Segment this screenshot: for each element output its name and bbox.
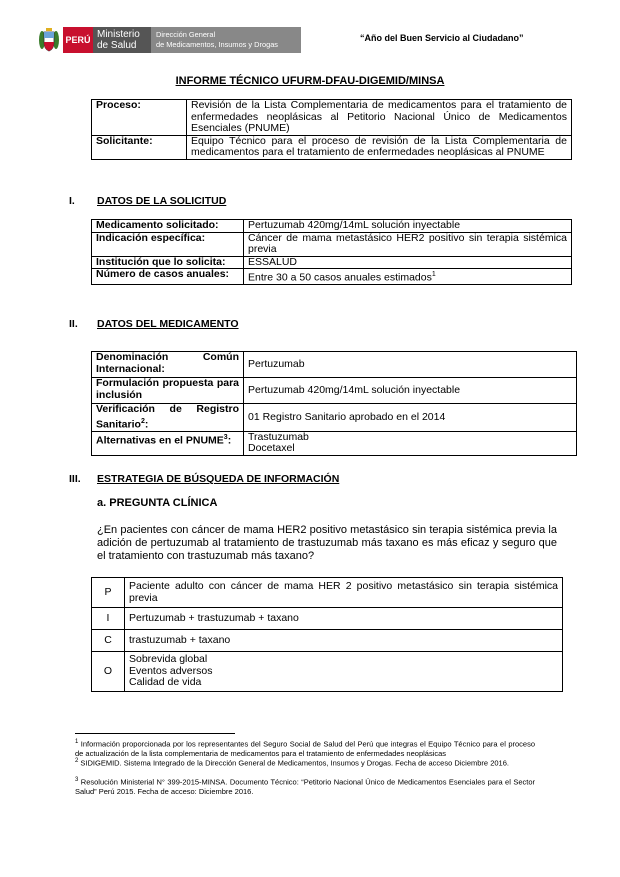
- formulacion-label: Formulación propuesta para inclusión: [92, 378, 244, 404]
- formulacion-value: Pertuzumab 420mg/14mL solución inyectable: [244, 378, 577, 404]
- clinical-question-heading: a. PREGUNTA CLÍNICA: [97, 497, 218, 509]
- registro-label: Verificación de Registro Sanitario$^2$:: [92, 404, 244, 432]
- logo-ministry: Ministerio de Salud: [93, 27, 151, 53]
- footnote-2: $^2$ SIDIGEMID. Sistema Integrado de la Dirección General de Medicamentos, Insumos y Drogas. Fecha de acceso Diciembre 2016.: [75, 758, 509, 768]
- casos-label: Número de casos anuales:: [92, 269, 244, 285]
- medicamento-table: [91, 351, 577, 456]
- table-row: [92, 652, 563, 692]
- table-row: [92, 352, 577, 378]
- footnote-3: $^3$ Resolución Ministerial N° 399-2015-MINSA. Documento Técnico: “Petitorio Nacional Único de Medicamentos Esenciales para el Sector Salud” Perú 2015. Fecha de acceso: Diciembre 2016.: [75, 777, 535, 796]
- indicacion-label: Indicación específica:: [92, 232, 244, 256]
- institucion-value: ESSALUD: [244, 256, 572, 269]
- table-row: [92, 378, 577, 404]
- table-row: [92, 135, 572, 159]
- table-row: [92, 630, 563, 652]
- section-2-number: II.: [69, 318, 78, 330]
- pico-letter: P: [92, 578, 125, 608]
- intro-table: [91, 99, 572, 160]
- motto: “Año del Buen Servicio al Ciudadano”: [360, 33, 524, 43]
- table-row: [92, 431, 577, 455]
- proceso-label: Proceso:: [92, 100, 187, 136]
- section-3-title: ESTRATEGIA DE BÚSQUEDA DE INFORMACIÓN: [97, 473, 340, 485]
- table-row: [92, 256, 572, 269]
- table-row: [92, 578, 563, 608]
- proceso-value: Revisión de la Lista Complementaria de medicamentos para el tratamiento de enfermedades neoplásicas al Petitorio Nacional Único de Medicamentos Esenciales (PNUME): [187, 100, 572, 136]
- alternativas-value: Trastuzumab Docetaxel: [244, 431, 577, 455]
- pico-value: trastuzumab + taxano: [125, 630, 563, 652]
- section-2-title: DATOS DEL MEDICAMENTO: [97, 318, 239, 330]
- section-1-title: DATOS DE LA SOLICITUD: [97, 195, 227, 207]
- section-3-number: III.: [69, 473, 81, 485]
- logo-peru: PERÚ: [63, 27, 93, 53]
- table-row: [92, 404, 577, 432]
- table-row: [92, 232, 572, 256]
- table-row: [92, 269, 572, 285]
- clinical-question-text: ¿En pacientes con cáncer de mama HER2 positivo metastásico sin terapia sistémica previa la adición de pertuzumab al tratamiento de trastuzumab más taxano es más eficaz y seguro que el tratamiento con trastuzumab más taxano?: [97, 524, 557, 562]
- registro-value: 01 Registro Sanitario aprobado en el 2014: [244, 404, 577, 432]
- table-row: [92, 220, 572, 233]
- pico-letter: I: [92, 608, 125, 630]
- footnote-divider: [75, 733, 235, 734]
- pico-value: Sobrevida global Eventos adversos Calidad de vida: [125, 652, 563, 692]
- solicitante-label: Solicitante:: [92, 135, 187, 159]
- dci-value: Pertuzumab: [244, 352, 577, 378]
- ministry-logo: [38, 27, 301, 53]
- coat-of-arms-icon: [38, 27, 60, 53]
- solicitud-table: [91, 219, 572, 285]
- medicamento-value: Pertuzumab 420mg/14mL solución inyectable: [244, 220, 572, 233]
- solicitante-value: Equipo Técnico para el proceso de revisión de la Lista Complementaria de medicamentos para el tratamiento de enfermedades neoplásicas al PNUME: [187, 135, 572, 159]
- alternativas-label: Alternativas en el PNUME$^3$:: [92, 431, 244, 455]
- medicamento-label: Medicamento solicitado:: [92, 220, 244, 233]
- pico-value: Pertuzumab + trastuzumab + taxano: [125, 608, 563, 630]
- footnote-1: $^1$ Información proporcionada por los representantes del Seguro Social de Salud del Perú que integras el Equipo Técnico para el proceso de actualización de la lista complementaria de medicamentos para el tratamiento de enfermedades neoplásicas: [75, 739, 535, 758]
- institucion-label: Institución que lo solicita:: [92, 256, 244, 269]
- indicacion-value: Cáncer de mama metastásico HER2 positivo sin terapia sistémica previa: [244, 232, 572, 256]
- table-row: [92, 608, 563, 630]
- section-1-number: I.: [69, 195, 75, 207]
- pico-value: Paciente adulto con cáncer de mama HER 2 positivo metastásico sin terapia sistémica previa: [125, 578, 563, 608]
- pico-letter: C: [92, 630, 125, 652]
- pico-table: [91, 577, 563, 692]
- pico-letter: O: [92, 652, 125, 692]
- casos-value: Entre 30 a 50 casos anuales estimados$^1$: [244, 269, 572, 285]
- document-title: INFORME TÉCNICO UFURM-DFAU-DIGEMID/MINSA: [175, 75, 445, 87]
- logo-direction: Dirección General de Medicamentos, Insumos y Drogas: [151, 27, 301, 53]
- table-row: [92, 100, 572, 136]
- dci-label: Denominación Común Internacional:: [92, 352, 244, 378]
